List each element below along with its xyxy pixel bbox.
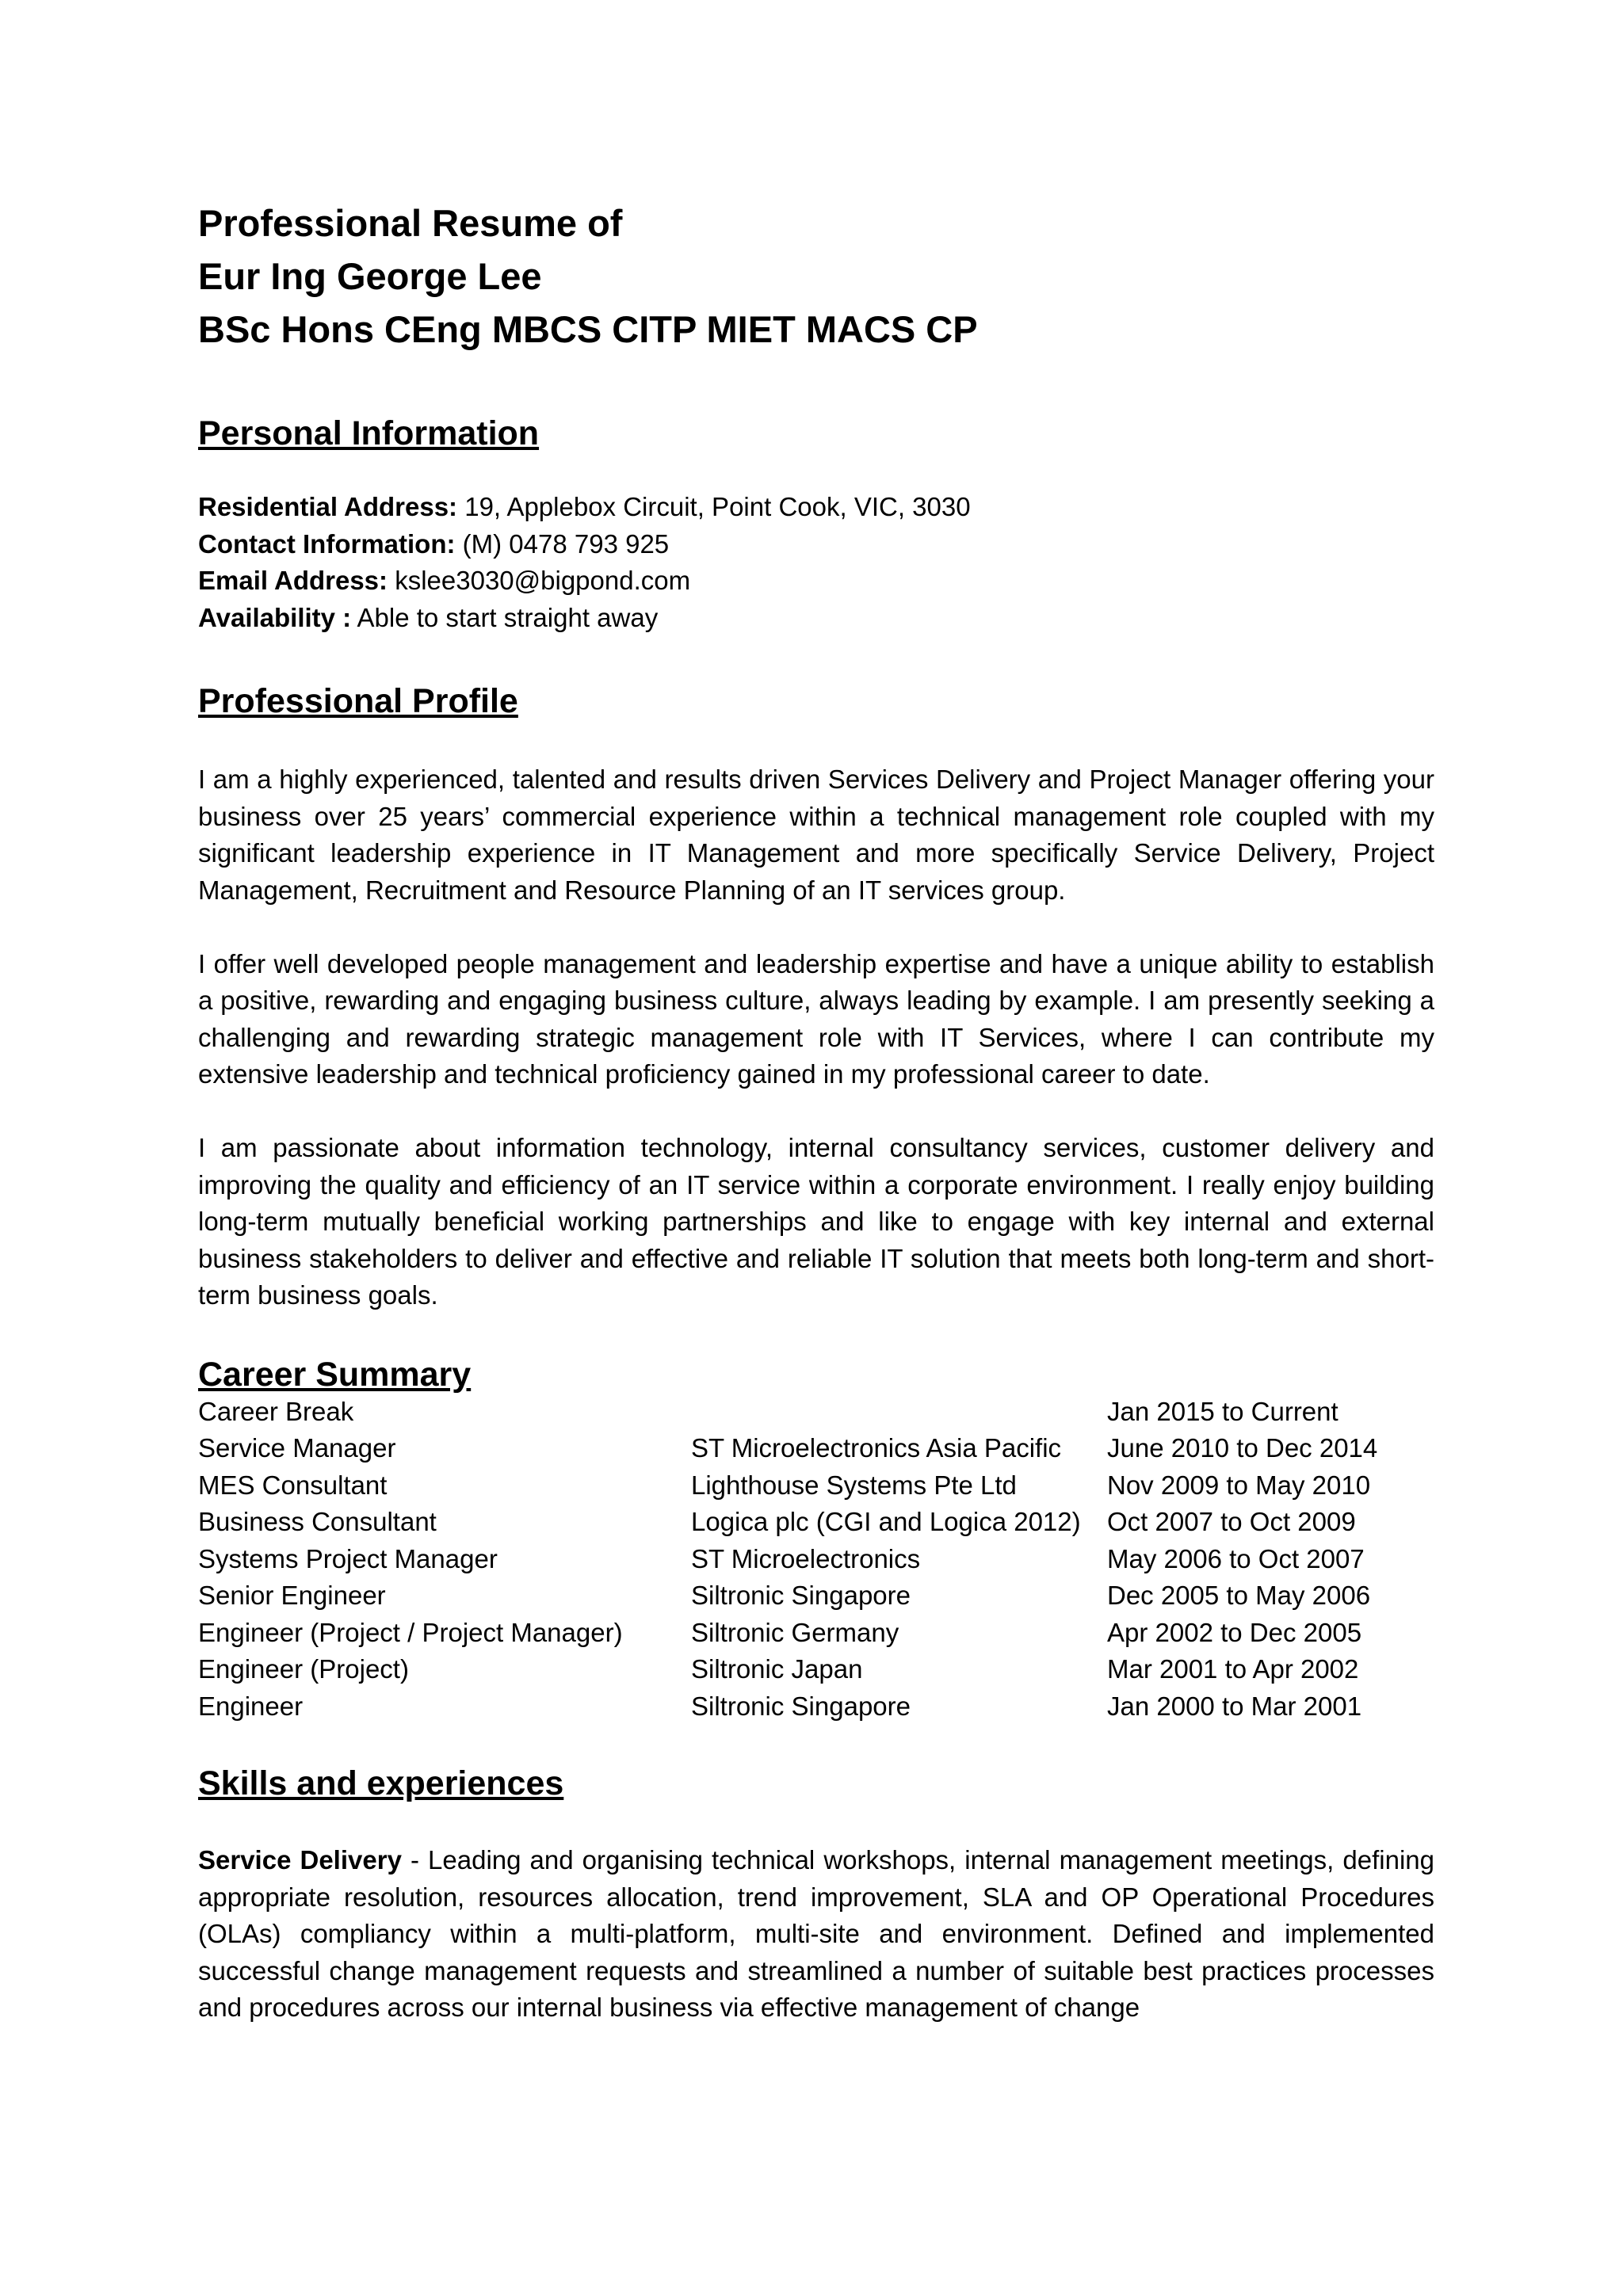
resume-title (198, 196, 1434, 356)
career-row (198, 1615, 1434, 1652)
career-company: Siltronic Singapore (691, 1691, 911, 1721)
career-role: Systems Project Manager (198, 1543, 498, 1573)
career-dates: May 2006 to Oct 2007 (1107, 1543, 1365, 1573)
title-line-credentials: BSc Hons CEng MBCS CITP MIET MACS CP (198, 308, 978, 350)
career-dates: Apr 2002 to Dec 2005 (1107, 1617, 1362, 1647)
service-delivery-paragraph (198, 1842, 1434, 2027)
career-dates: Dec 2005 to May 2006 (1107, 1581, 1371, 1610)
availability-value: Able to start straight away (351, 602, 659, 632)
career-role: Career Break (198, 1396, 354, 1426)
professional-profile-heading: Professional Profile (198, 682, 518, 720)
residential-address-row (198, 489, 1434, 526)
career-row (198, 1430, 1434, 1467)
profile-paragraph: I am a highly experienced, talented and results driven Services Delivery and Project Manager offering your business over 25 years’ commercial experience within a technical management role coupled with my significant leadership experience in IT Management and more specifically Service Delivery, Project Management, Recruitment and Resource Planning of an IT services group. (198, 765, 1434, 905)
career-company: Siltronic Singapore (691, 1581, 911, 1610)
contact-information-label: Contact Information: (198, 528, 456, 559)
career-row (198, 1651, 1434, 1688)
career-company: ST Microelectronics Asia Pacific (691, 1433, 1062, 1463)
career-role: Engineer (198, 1691, 304, 1721)
skills-and-experiences-heading: Skills and experiences (198, 1764, 564, 1802)
residential-address-value: 19, Applebox Circuit, Point Cook, VIC, 3030 (457, 492, 971, 521)
profile-paragraph: I am passionate about information technology, internal consultancy services, customer delivery and improving the quality and efficiency of an IT service within a corporate environment. I really enjoy building long-term mutually beneficial working partnerships and like to engage with key internal and external business stakeholders to deliver and effective and reliable IT solution that meets both long-term and short-term business goals. (198, 1133, 1434, 1310)
email-address-row (198, 563, 1434, 600)
career-company (691, 1394, 1107, 1431)
availability-row (198, 600, 1434, 637)
resume-page (198, 196, 1434, 2027)
career-company: ST Microelectronics (691, 1543, 921, 1573)
career-company: Siltronic Germany (691, 1617, 899, 1647)
career-role: Engineer (Project / Project Manager) (198, 1617, 623, 1647)
career-row (198, 1577, 1434, 1615)
career-role: Business Consultant (198, 1507, 437, 1536)
career-summary-table (198, 1394, 1434, 1726)
career-dates: June 2010 to Dec 2014 (1107, 1433, 1378, 1463)
email-address-value: kslee3030@bigpond.com (388, 566, 691, 595)
career-company: Logica plc (CGI and Logica 2012) (691, 1507, 1081, 1536)
career-role: Engineer (Project) (198, 1654, 409, 1684)
career-dates: Jan 2015 to Current (1107, 1396, 1338, 1426)
professional-profile-body (198, 761, 1434, 1314)
service-delivery-label: Service Delivery (198, 1845, 402, 1875)
career-row (198, 1688, 1434, 1726)
career-row (198, 1467, 1434, 1505)
personal-information-list (198, 489, 1434, 636)
availability-label: Availability : (198, 602, 352, 632)
service-delivery-text: - Leading and organising technical workshops, internal management meetings, defining appropriate resolution, resources allocation, trend improvement, SLA and OP Operational Procedures (OLAs) compliancy within a multi-platform, multi-site and environment. Defined and implemented successful change management requests and streamlined a number of suitable best practices processes and procedures across our internal business via effective management of change (198, 1845, 1434, 2022)
residential-address-label: Residential Address: (198, 492, 458, 521)
career-dates: Jan 2000 to Mar 2001 (1107, 1691, 1362, 1721)
career-company: Siltronic Japan (691, 1654, 863, 1684)
career-row (198, 1541, 1434, 1578)
contact-information-row (198, 526, 1434, 563)
email-address-label: Email Address: (198, 566, 388, 595)
career-row (198, 1504, 1434, 1541)
profile-paragraph: I offer well developed people management and leadership expertise and have a unique ability to establish a positive, rewarding and engaging business culture, always leading by example. I am presently seeking a challenging and rewarding strategic management role with IT Services, where I can contribute my extensive leadership and technical proficiency gained in my professional career to date. (198, 948, 1434, 1089)
career-summary-heading: Career Summary (198, 1355, 472, 1394)
career-dates: Oct 2007 to Oct 2009 (1107, 1507, 1356, 1536)
career-company: Lighthouse Systems Pte Ltd (691, 1470, 1017, 1500)
title-line-1: Professional Resume of (198, 202, 623, 244)
contact-information-value: (M) 0478 793 925 (455, 528, 670, 559)
career-role: MES Consultant (198, 1470, 388, 1500)
career-role: Senior Engineer (198, 1581, 386, 1610)
career-dates: Nov 2009 to May 2010 (1107, 1470, 1371, 1500)
career-role: Service Manager (198, 1433, 396, 1463)
personal-information-heading: Personal Information (198, 414, 540, 452)
career-dates: Mar 2001 to Apr 2002 (1107, 1654, 1359, 1684)
title-line-name: Eur Ing George Lee (198, 255, 542, 297)
career-row (198, 1394, 1434, 1431)
